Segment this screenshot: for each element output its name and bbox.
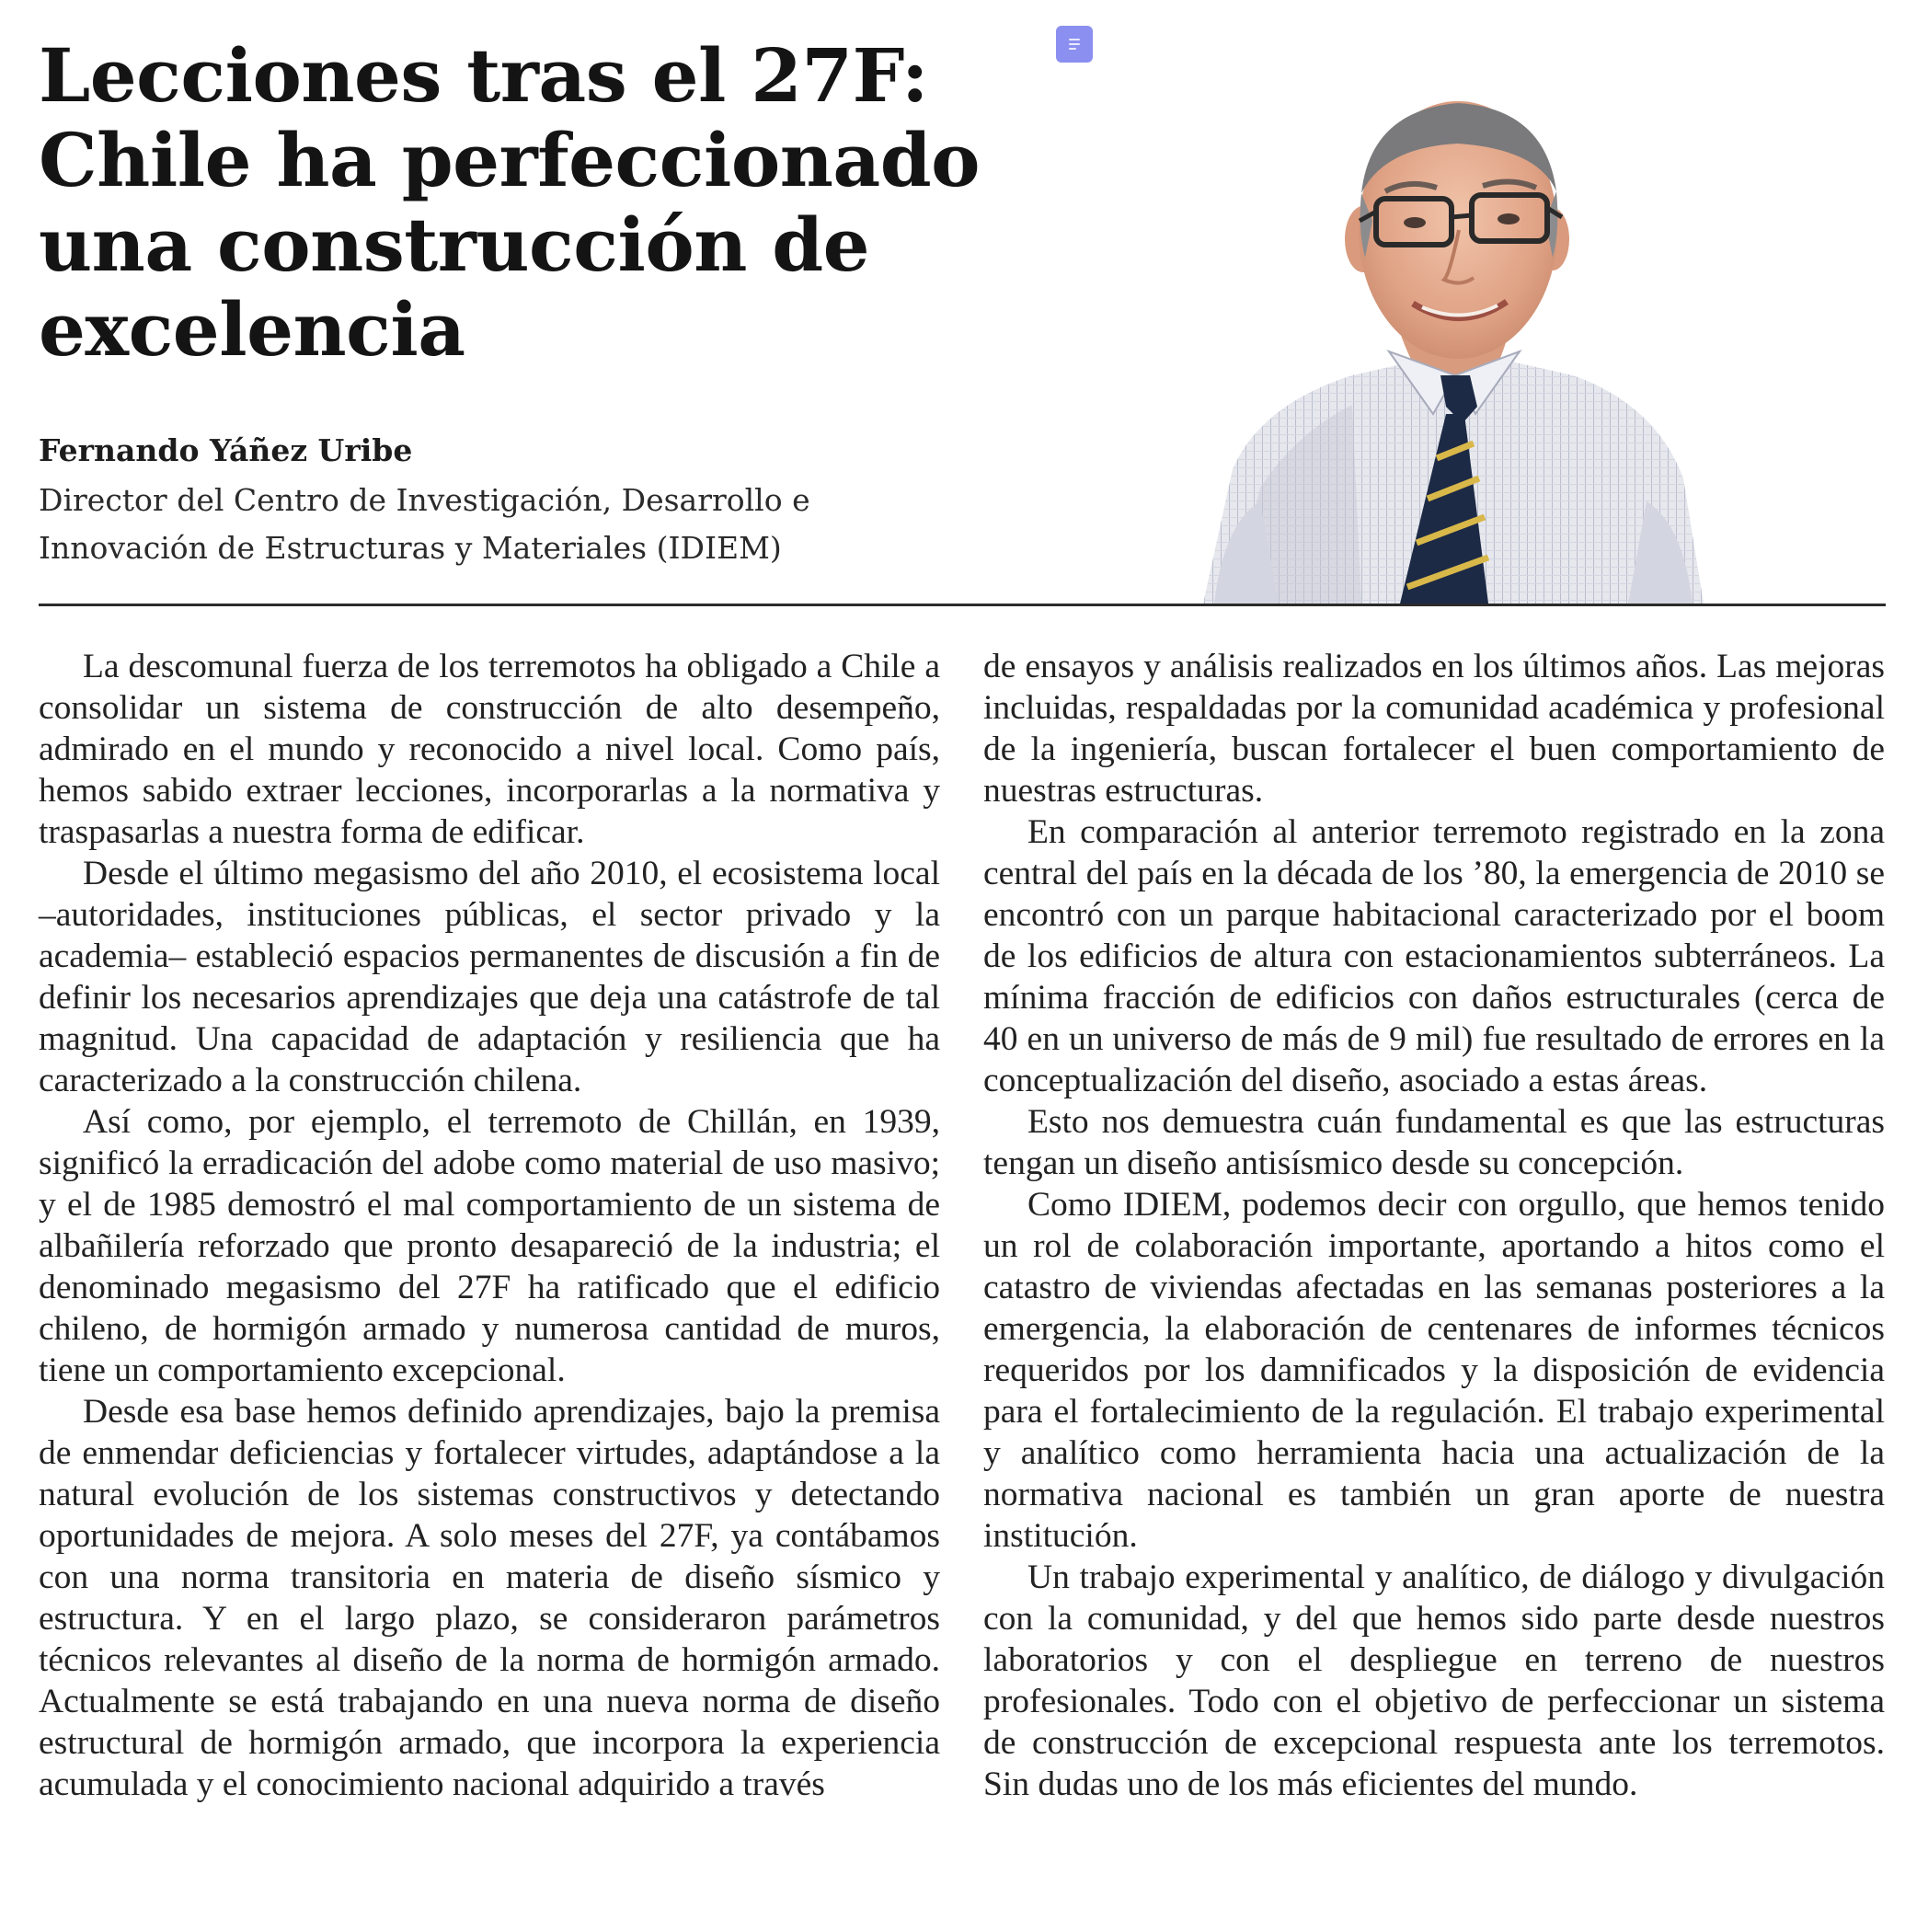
section-divider bbox=[39, 604, 1886, 606]
author-role: Director del Centro de Investigación, Desarrollo e Innovación de Estructuras y Materiales (IDIEM) bbox=[39, 482, 810, 566]
author-portrait bbox=[1196, 83, 1711, 604]
article-headline: Lecciones tras el 27F: Chile ha perfeccionado una construcción de excelencia bbox=[39, 32, 980, 373]
note-icon[interactable] bbox=[1056, 26, 1093, 63]
paragraph: Así como, por ejemplo, el terremoto de Chillán, en 1939, significó la erradicación del adobe como material de uso masivo; y el de 1985 demostró el mal comportamiento de un sistema de albañilería reforzado que pronto desapareció de la industria; el denominado megasismo del 27F ha ratificado que el edificio chileno, de hormigón armado y numerosa cantidad de muros, tiene un comportamiento excepcional. bbox=[39, 1103, 940, 1389]
paragraph: Esto nos demuestra cuán fundamental es que las estructuras tengan un diseño antisísmico desde su concepción. bbox=[983, 1103, 1885, 1182]
paragraph: de ensayos y análisis realizados en los últimos años. Las mejoras incluidas, respaldadas por la comunidad académica y profesional de la ingeniería, buscan fortalecer el buen comportamiento de nuestras estructuras. bbox=[983, 648, 1885, 810]
paragraph: Desde esa base hemos definido aprendizajes, bajo la premisa de enmendar deficiencias y fortalecer virtudes, adaptándose a la natural evolución de los sistemas constructivos y detectando oportunidades de mejora. A solo meses del 27F, ya contábamos con una norma transitoria en materia de diseño sísmico y estructura. Y en el largo plazo, se consideraron parámetros técnicos relevantes al diseño de la norma de hormigón armado. Actualmente se está trabajando en una nueva norma de diseño estructural de hormigón armado, que incorpora la experiencia acumulada y el conocimiento nacional adquirido a través bbox=[39, 1393, 940, 1803]
paragraph: Como IDIEM, podemos decir con orgullo, que hemos tenido un rol de colaboración importante, aportando a hitos como el catastro de viviendas afectadas en las semanas posteriores a la emergencia, la elaboración de centenares de informes técnicos requeridos por los damnificados y la disposición de evidencia para el fortalecimiento de la regulación. El trabajo experimental y analítico como herramienta hacia una actualización de la normativa nacional es también un gran aporte de nuestra institución. bbox=[983, 1186, 1885, 1555]
body-column-left bbox=[39, 646, 940, 1805]
paragraph: Un trabajo experimental y analítico, de diálogo y divulgación con la comunidad, y del que hemos sido parte desde nuestros laboratorios y con el despliegue en terreno de nuestros profesionales. Todo con el objetivo de perfeccionar un sistema de construcción de excepcional respuesta ante los terremotos. Sin dudas uno de los más eficientes del mundo. bbox=[983, 1558, 1885, 1803]
body-column-right bbox=[983, 646, 1885, 1805]
paragraph: La descomunal fuerza de los terremotos ha obligado a Chile a consolidar un sistema de construcción de alto desempeño, admirado en el mundo y reconocido a nivel local. Como país, hemos sabido extraer lecciones, incorporarlas a la normativa y traspasarlas a nuestra forma de edificar. bbox=[39, 648, 940, 851]
paragraph: En comparación al anterior terremoto registrado en la zona central del país en la década de los ’80, la emergencia de 2010 se encontró con un parque habitacional caracterizado por el boom de los edificios de altura con estacionamientos subterráneos. La mínima fracción de edificios con daños estructurales (cerca de 40 en un universo de más de 9 mil) fue resultado de errores en la conceptualización del diseño, asociado a estas áreas. bbox=[983, 813, 1885, 1099]
paragraph: Desde el último megasismo del año 2010, el ecosistema local –autoridades, instituciones públicas, el sector privado y la academia– estableció espacios permanentes de discusión a fin de definir los necesarios aprendizajes que deja una catástrofe de tal magnitud. Una capacidad de adaptación y resiliencia que ha caracterizado a la construcción chilena. bbox=[39, 855, 940, 1099]
author-block bbox=[39, 431, 866, 572]
author-name: Fernando Yáñez Uribe bbox=[39, 432, 413, 468]
